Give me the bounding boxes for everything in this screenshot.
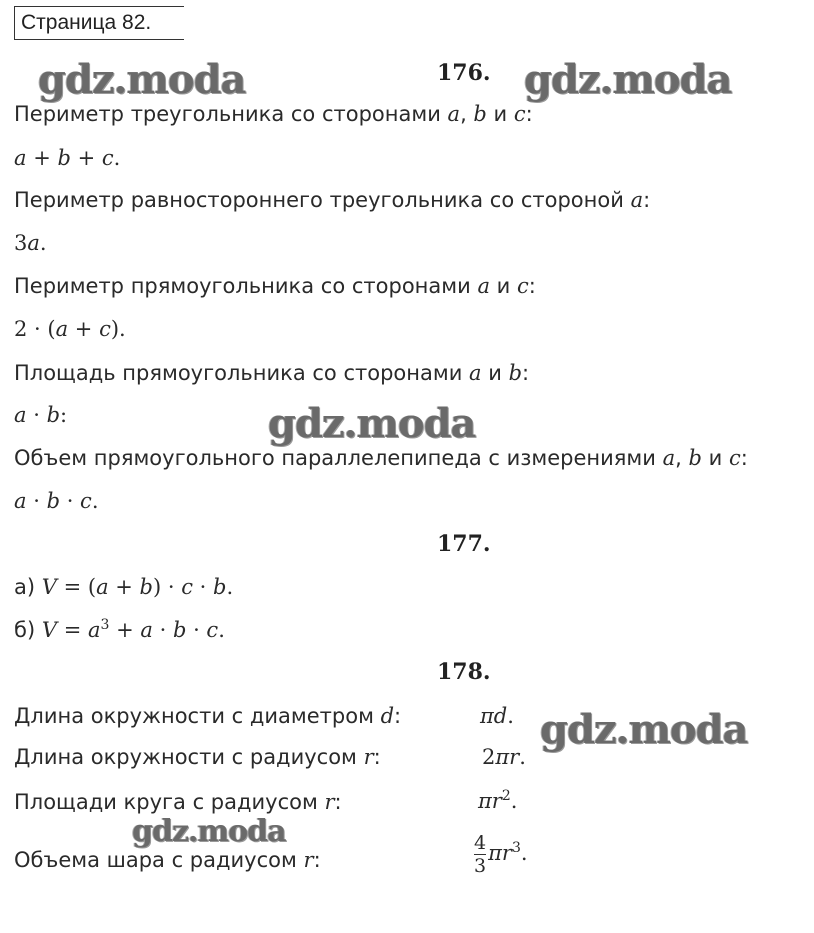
watermark: gdz.moda bbox=[268, 400, 476, 447]
task176-line-10: a · b · c. bbox=[14, 489, 99, 513]
task177-line-1: а) V = (a + b) · c · b. bbox=[14, 575, 234, 599]
page-label: Страница 82. bbox=[14, 6, 184, 40]
fraction bbox=[474, 832, 486, 877]
watermark: gdz.moda bbox=[132, 814, 286, 849]
task-number-177: 177. bbox=[437, 531, 491, 557]
task176-line-3: Периметр равностороннего треугольника со стороной a: bbox=[14, 188, 651, 212]
task176-line-6: 2 · (a + c). bbox=[14, 317, 126, 341]
task-number-178: 178. bbox=[437, 659, 491, 685]
task176-line-7: Площадь прямоугольника со сторонами a и b: bbox=[14, 361, 530, 385]
fraction-denominator: 3 bbox=[474, 855, 487, 877]
task-number-176: 176. bbox=[437, 60, 491, 86]
task178-label-4: Объема шара с радиусом r: bbox=[14, 848, 321, 872]
task178-formula-4: $\frac{4}{3}$ $\pi r^3$. bbox=[474, 832, 528, 877]
task177-line-2: б) $V = a^3 + a \cdot b \cdot c$. bbox=[14, 617, 225, 642]
task178-formula-3: $\pi r^2$. bbox=[478, 788, 518, 813]
task176-line-4: 3a. bbox=[14, 231, 47, 255]
watermark: gdz.moda bbox=[524, 56, 732, 103]
task176-line-8: a · b: bbox=[14, 403, 68, 427]
task176-line-2: a + b + c. bbox=[14, 146, 121, 170]
task178-label-1: Длина окружности с диаметром d: bbox=[14, 704, 402, 728]
task176-line-5: Периметр прямоугольника со сторонами a и c: bbox=[14, 274, 536, 298]
watermark: gdz.moda bbox=[540, 706, 748, 753]
task178-label-2: Длина окружности с радиусом r: bbox=[14, 745, 381, 769]
task176-line-1: Периметр треугольника со сторонами a, b и c: bbox=[14, 102, 533, 126]
watermark: gdz.moda bbox=[38, 56, 246, 103]
task178-label-3: Площади круга с радиусом r: bbox=[14, 790, 342, 814]
task178-formula-1: πd. bbox=[480, 704, 514, 728]
task176-line-9: Объем прямоугольного параллелепипеда с измерениями a, b и c: bbox=[14, 446, 748, 470]
fraction-numerator: 4 bbox=[474, 832, 487, 854]
task178-formula-2: 2πr. bbox=[482, 745, 526, 769]
